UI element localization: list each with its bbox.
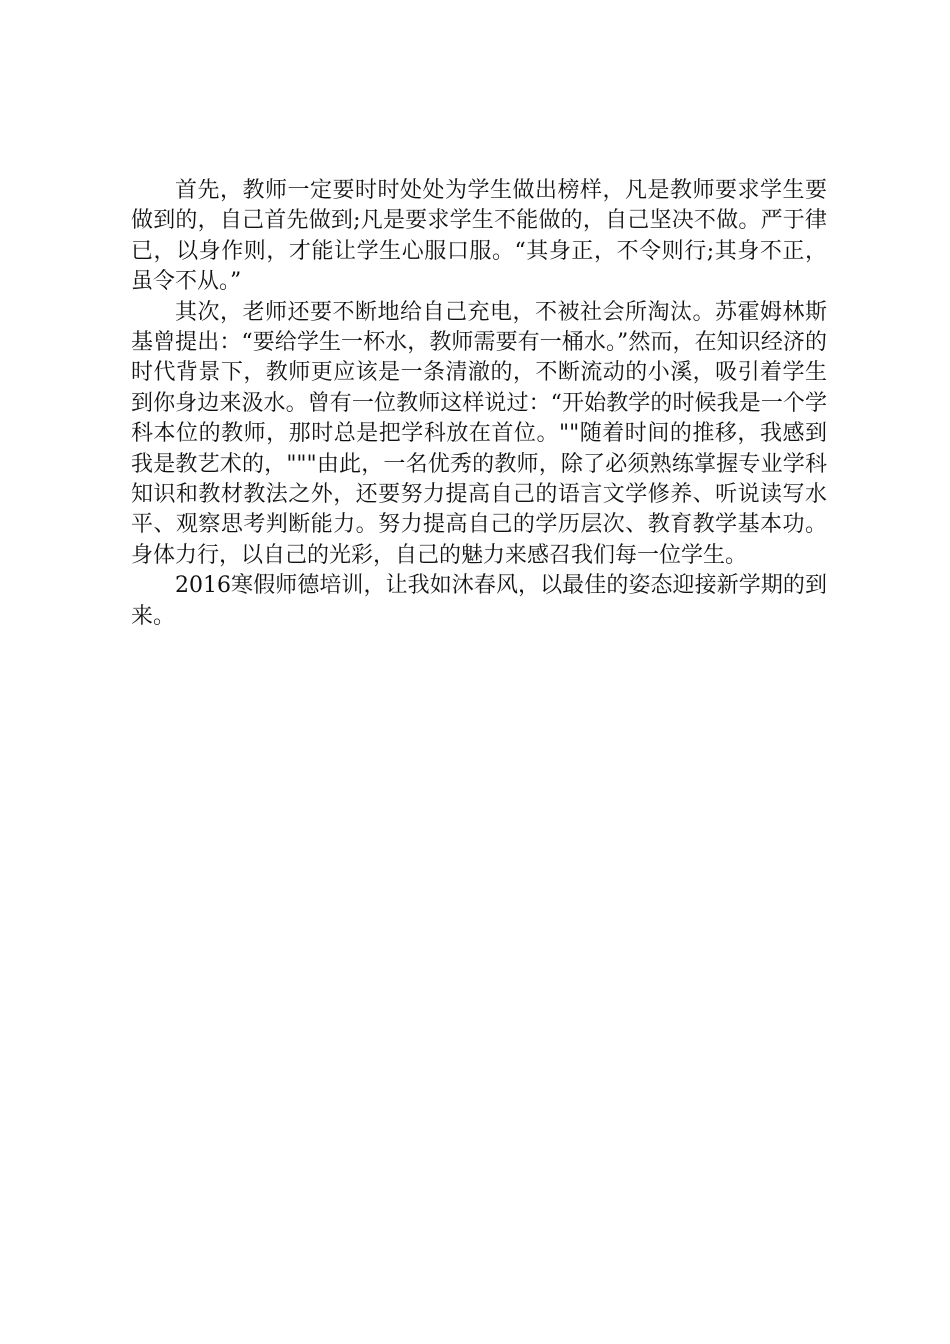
paragraph-2: 其次，老师还要不断地给自己充电，不被社会所淘汰。苏霍姆林斯基曾提出：“要给学生一杯水，教师需要有一桶水。”然而，在知识经济的时代背景下，教师更应该是一条清澈的，不断流动的小溪，吸引着学生到你身边来汲水。曾有一位教师这样说过：“开始教学的时候我是一个学科本位的教师，那时总是把学科放在首位。""随着时间的推移，我感到我是教艺术的，"""由此，一名优秀的教师，除了必须熟练掌握专业学科知识和教材教法之外，还要努力提高自己的语言文学修养、听说读写水平、观察思考判断能力。努力提高自己的学历层次、教育教学基本功。身体力行，以自己的光彩，自己的魅力来感召我们每一位学生。 <box>131 299 827 568</box>
paragraph-3: 2016寒假师德培训，让我如沐春风，以最佳的姿态迎接新学期的到来。 <box>131 573 827 629</box>
body-text <box>131 176 827 632</box>
paragraph-1: 首先，教师一定要时时处处为学生做出榜样，凡是教师要求学生要做到的，自己首先做到;凡是要求学生不能做的，自己坚决不做。严于律已，以身作则，才能让学生心服口服。“其身正，不令则行;其身不正，虽令不从。” <box>131 178 827 295</box>
